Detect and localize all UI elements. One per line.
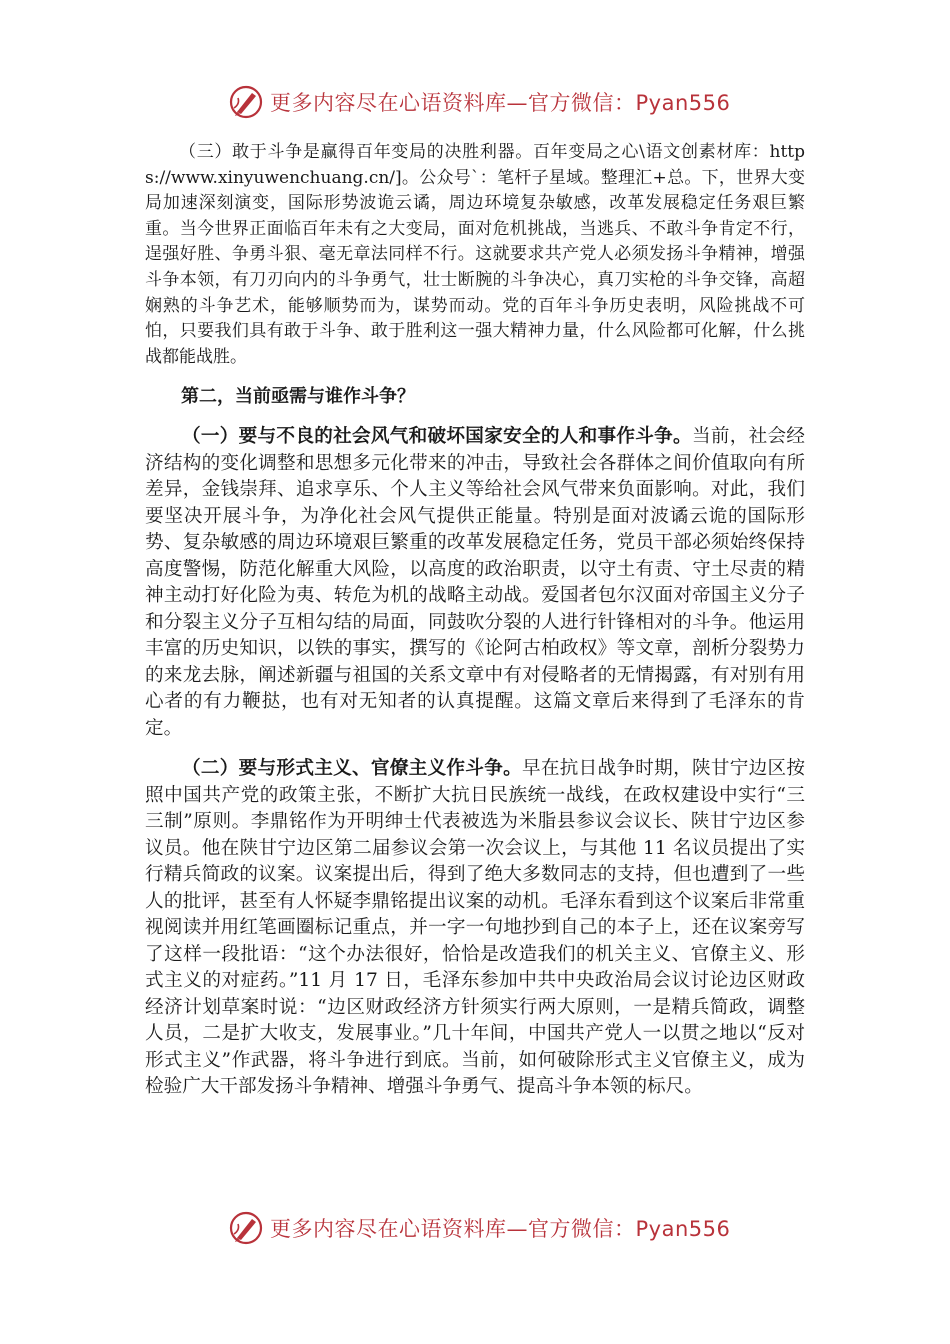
paragraph-formalism	[145, 756, 805, 1101]
paragraph-body: 当前，社会经济结构的变化调整和思想多元化带来的冲击，导致社会各群体之间价值取向有所差异，金钱崇拜、追求享乐、个人主义等给社会风气带来负面影响。对此，我们要坚决开展斗争，为净化社会风气提供正能量。特别是面对波谲云诡的国际形势、复杂敏感的周边环境艰巨繁重的改革发展稳定任务，党员干部必须始终保持高度警惕，防范化解重大风险，以高度的政治职责，以守土有责、守土尽责的精神主动打好化险为夷、转危为机的战略主动战。爱国者包尔汉面对帝国主义分子和分裂主义分子互相勾结的局面，同鼓吹分裂的人进行针锋相对的斗争。他运用丰富的历史知识，以铁的事实，撰写的《论阿古柏政权》等文章，剖析分裂势力的来龙去脉，阐述新疆与祖国的关系文章中有对侵略者的无情揭露，有对别有用心者的有力鞭挞，也有对无知者的认真提醒。这篇文章后来得到了毛泽东的肯定。	[145, 426, 805, 739]
header-banner	[228, 82, 731, 122]
banner-text: 更多内容尽在心语资料库—官方微信：Pyan556	[270, 1217, 731, 1241]
paragraph-lead: （二）要与形式主义、官僚主义作斗争。	[182, 758, 522, 780]
section-heading: 第二，当前亟需与谁作斗争？	[181, 386, 415, 408]
paragraph-lead: （一）要与不良的社会风气和破坏国家安全的人和事作斗争。	[182, 426, 692, 448]
paragraph-fighting-spirit: （三）敢于斗争是赢得百年变局的决胜利器。百年变局之心\语文创素材库：https://www.xinyuwenchuang.cn/]。公众号`：笔杆子星域。整理汇+总。下，世界大变局加速深刻演变，国际形势波诡云谲，周边环境复杂敏感，改革发展稳定任务艰巨繁重。当今世界正面临百年未有之大变局，面对危机挑战，当逃兵、不敢斗争肯定不行，逞强好胜、争勇斗狠、毫无章法同样不行。这就要求共产党人必须发扬斗争精神，增强斗争本领，有刀刃向内的斗争勇气，壮士断腕的斗争决心，真刀实枪的斗争交锋，高超娴熟的斗争艺术，能够顺势而为，谋势而动。党的百年斗争历史表明，风险挑战不可怕，只要我们具有敢于斗争、敢于胜利这一强大精神力量，什么风险都可化解，什么挑战都能战胜。	[145, 142, 805, 367]
paragraph-body: 早在抗日战争时期，陕甘宁边区按照中国共产党的政策主张，不断扩大抗日民族统一战线，在政权建设中实行“三三制”原则。李鼎铭作为开明绅士代表被选为米脂县参议会议长、陕甘宁边区参议员。他在陕甘宁边区第二届参议会第一次会议上，与其他 11 名议员提出了实行精兵简政的议案。议案提出后，得到了绝大多数同志的支持，但也遭到了一些人的批评，甚至有人怀疑李鼎铭提出议案的动机。毛泽东看到这个议案后非常重视阅读并用红笔画圈标记重点，并一字一句地抄到自己的本子上，还在议案旁写了这样一段批语：“这个办法很好，恰恰是改造我们的机关主义、官僚主义、形式主义的对症药。”11 月 17 日，毛泽东参加中共中央政治局会议讨论边区财政经济计划草案时说：“边区财政经济方针须实行两大原则，一是精兵简政，调整人员，二是扩大收支，发展事业。”几十年间，中国共产党人一以贯之地以“反对形式主义”作武器，将斗争进行到底。当前，如何破除形式主义官僚主义，成为检验广大干部发扬斗争精神、增强斗争勇气、提高斗争本领的标尺。	[145, 758, 805, 1098]
pen-nib-logo-icon	[228, 1210, 264, 1246]
footer-banner	[228, 1208, 731, 1248]
paragraph-social-atmosphere	[145, 424, 805, 742]
banner-text: 更多内容尽在心语资料库—官方微信：Pyan556	[270, 91, 731, 115]
document-body	[145, 140, 805, 1101]
pen-nib-logo-icon	[228, 84, 264, 120]
